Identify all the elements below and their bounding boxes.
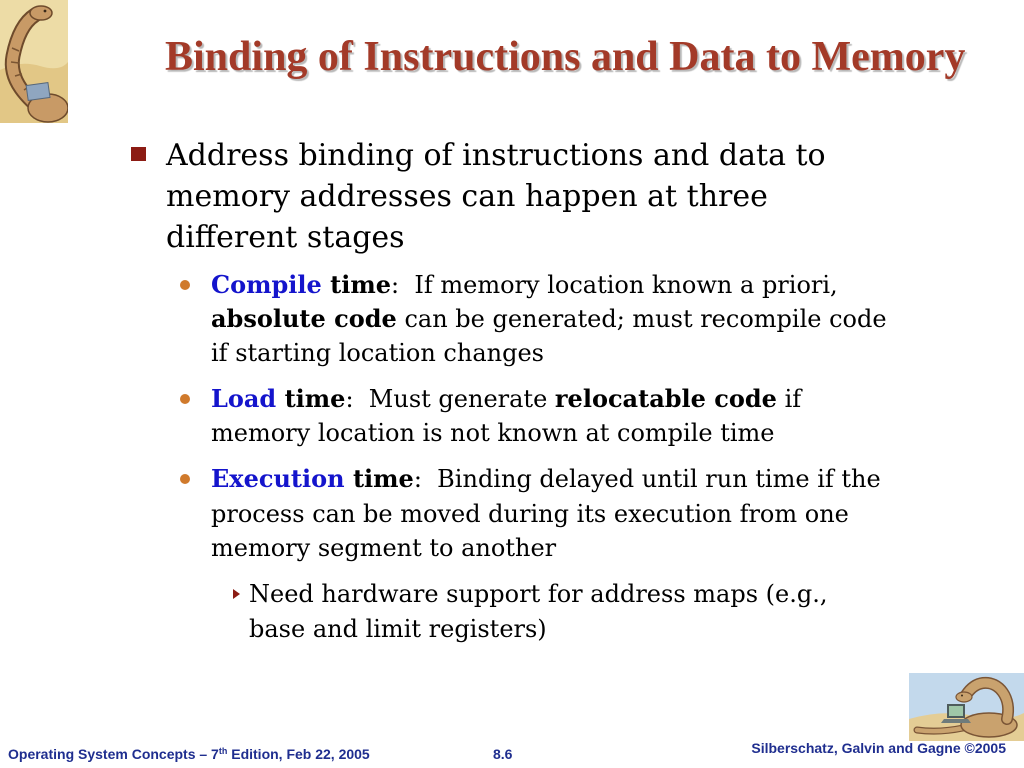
slide-title: Binding of Instructions and Data to Memory [165,34,966,80]
term-word: time [344,464,414,493]
term-word: time [276,384,346,413]
sub-bullet-text: : Binding delayed until run time if the [413,465,881,493]
keyword-term: Execution [211,464,345,493]
emphasis-text: absolute code [211,304,397,333]
bullet-line: memory addresses can happen at three [166,179,768,214]
sub-bullet-line: if starting location changes [211,339,544,367]
keyword-term: Compile [211,270,322,299]
dinosaur-with-laptop-illustration [909,673,1024,741]
footer-course-superscript: th [218,746,228,756]
sub-sub-bullet-line: Need hardware support for address maps (e.g., [249,580,828,608]
dinosaur-eye [44,10,47,13]
sub-bullet-text: if [776,385,802,413]
sub-bullet-line: memory segment to another [211,534,557,562]
bullet-line: Address binding of instructions and data to [166,138,826,173]
footer-copyright: Silberschatz, Galvin and Gagne ©2005 [751,740,1006,756]
sub-bullet-line [211,382,801,416]
sub-bullet-text: can be generated; must recompile code [396,305,887,333]
footer-page-number: 8.6 [493,746,513,762]
footer-course-info [8,746,370,762]
square-bullet-marker [131,147,146,161]
term-word: time [321,270,392,299]
sub-bullet-line [211,268,887,302]
footer-course-rest: Edition, Feb 22, 2005 [227,746,370,762]
laptop-base [941,719,971,723]
laptop-shape [26,83,50,101]
dinosaur-illustration-top-left [0,0,68,123]
round-bullet-marker [180,474,190,484]
sub-bullet-line [211,462,881,497]
laptop-screen [949,706,963,716]
sub-bullet-line: memory location is not known at compile time [211,419,775,447]
emphasis-text: relocatable code [554,384,777,413]
dinosaur-head [30,6,52,20]
dinosaur-head [956,692,972,702]
sub-bullet-compile-time [211,268,887,370]
bullet-line: different stages [166,220,405,255]
footer-course-text: Operating System Concepts – 7 [8,746,219,762]
sub-bullet-text: : If memory location known a priori, [391,271,838,299]
sub-bullet-line [211,302,887,336]
keyword-term: Load [211,384,277,413]
sub-bullet-load-time [211,382,801,450]
sub-sub-bullet-hardware-support [249,577,827,647]
round-bullet-marker [180,394,190,404]
sub-sub-bullet-line: base and limit registers) [249,615,547,643]
sub-bullet-line: process can be moved during its execution from one [211,499,849,528]
dinosaur-eye [961,695,963,697]
sub-bullet-execution-time [211,462,881,566]
bullet-address-binding [166,135,826,258]
round-bullet-marker [180,280,190,290]
triangle-bullet-marker [233,589,240,599]
sub-bullet-text: : Must generate [345,385,555,413]
